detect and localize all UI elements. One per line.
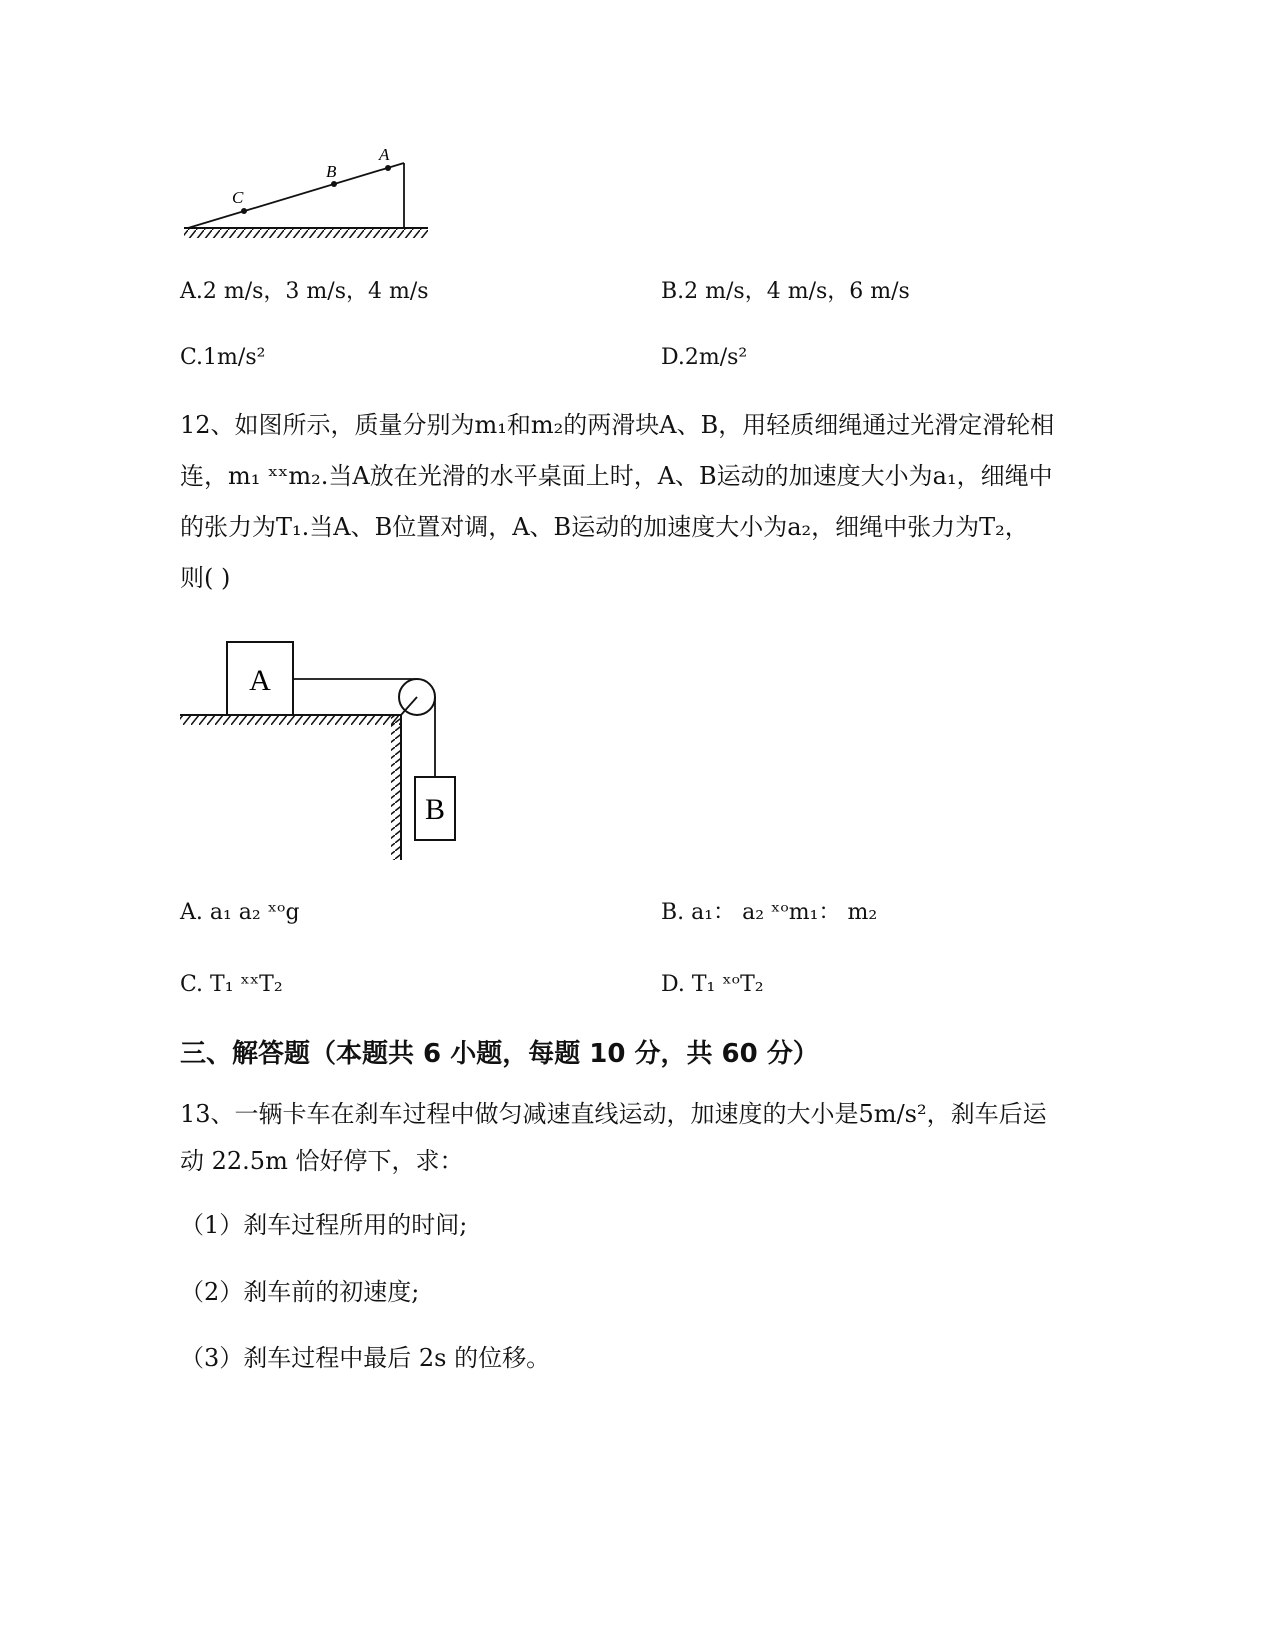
q13-part-1: （1）刹车过程所用的时间;	[180, 1211, 468, 1239]
ground-hatch	[184, 228, 428, 238]
point-a	[385, 165, 391, 171]
q11-option-b: B.2 m/s，4 m/s，6 m/s	[661, 279, 910, 304]
block-a-label: A	[249, 664, 271, 697]
q11-option-d: D.2m/s²	[661, 345, 748, 370]
wall-hatch	[391, 715, 401, 860]
pulley-figure	[175, 635, 475, 865]
q12-option-d: D. T₁ ˣᵒT₂	[661, 972, 764, 997]
label-b: B	[326, 162, 337, 181]
q12-line-3: 的张力为T₁.当A、B位置对调，A、B运动的加速度大小为a₂，细绳中张力为T₂，	[180, 513, 1029, 541]
q13-part-2: （2）刹车前的初速度;	[180, 1278, 420, 1306]
q12-option-b: B. a₁： a₂ ˣᵒm₁： m₂	[661, 900, 878, 925]
label-c: C	[232, 188, 244, 207]
q12-option-c: C. T₁ ˣˣT₂	[180, 972, 283, 997]
q12-option-a: A. a₁ a₂ ˣᵒg	[180, 900, 300, 925]
q13-part-3: （3）刹车过程中最后 2s 的位移。	[180, 1344, 551, 1372]
q12-line-1: 12、如图所示，质量分别为m₁和m₂的两滑块A、B，用轻质细绳通过光滑定滑轮相	[180, 411, 1055, 439]
table-hatch	[180, 715, 402, 725]
section-heading: 三、解答题（本题共 6 小题，每题 10 分，共 60 分）	[180, 1039, 819, 1069]
q13-line-2: 动 22.5m 恰好停下，求：	[180, 1147, 464, 1175]
q11-option-c: C.1m/s²	[180, 345, 266, 370]
point-c	[241, 208, 247, 214]
q13-line-1: 13、一辆卡车在刹车过程中做匀减速直线运动，加速度的大小是5m/s²，刹车后运	[180, 1100, 1047, 1128]
block-b-label: B	[424, 793, 446, 826]
q12-line-4: 则( )	[180, 564, 231, 592]
incline-line	[188, 163, 404, 228]
point-b	[331, 181, 337, 187]
q11-option-a: A.2 m/s，3 m/s，4 m/s	[180, 279, 429, 304]
label-a: A	[379, 145, 390, 164]
incline-figure	[180, 140, 440, 245]
q12-line-2: 连，m₁ ˣˣm₂.当A放在光滑的水平桌面上时，A、B运动的加速度大小为a₁，细绳中	[180, 462, 1053, 490]
